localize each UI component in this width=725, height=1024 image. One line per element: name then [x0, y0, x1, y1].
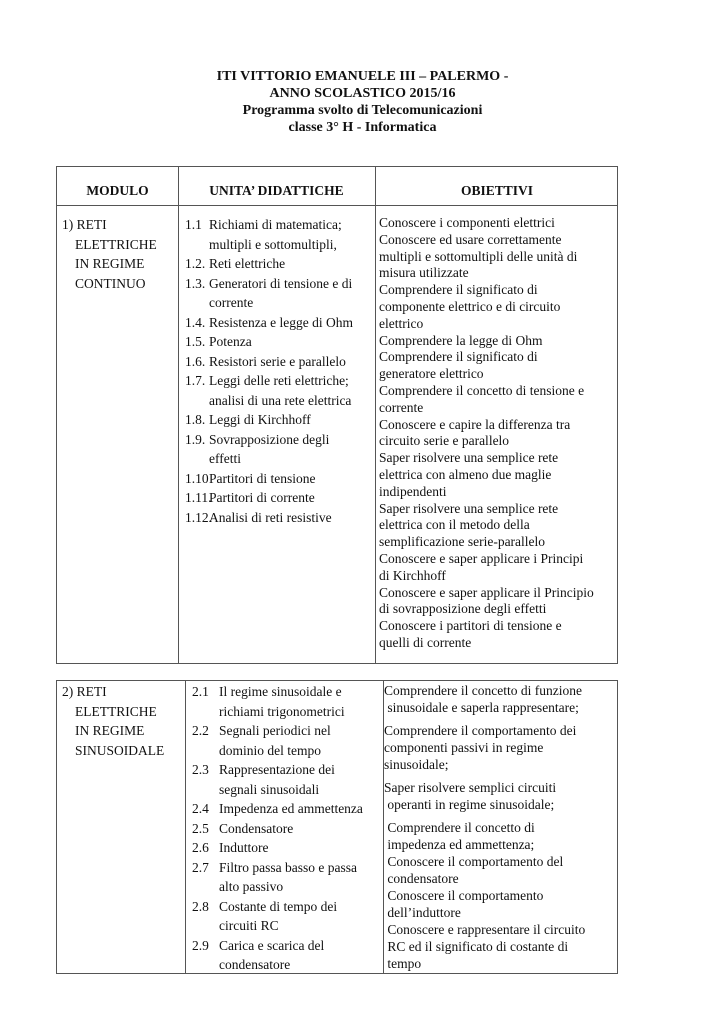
objective-line: elettrico	[379, 315, 424, 331]
objective-line: elettrica con il metodo della	[379, 517, 530, 533]
module-title-line: SINUSOIDALE	[75, 742, 165, 758]
objective-line: Saper risolvere semplici circuiti	[384, 780, 557, 795]
objective-line: componenti passivi in regime	[384, 740, 544, 755]
program-title: Programma svolto di Telecomunicazioni	[242, 103, 483, 118]
objective-line: sinusoidale;	[384, 757, 449, 772]
unit-text: Partitori di corrente	[209, 490, 315, 505]
unit-text: Leggi di Kirchhoff	[209, 412, 311, 427]
unit-text: Induttore	[219, 840, 269, 855]
unit-item	[192, 819, 382, 839]
objective-line: sinusoidale e saperla rappresentare;	[384, 700, 579, 715]
units-list	[185, 215, 373, 527]
objective-line: multipli e sottomultipli delle unità di	[379, 248, 578, 264]
unit-item	[185, 254, 373, 274]
unit-text-cont: segnali sinusoidali	[219, 781, 320, 797]
unit-number: 1.5.	[185, 334, 206, 349]
school-year: ANNO SCOLASTICO 2015/16	[269, 86, 456, 101]
objective-group	[384, 682, 619, 716]
module-title-line: ELETTRICHE	[75, 236, 157, 252]
header-obiettivi: OBIETTIVI	[460, 183, 534, 198]
unit-text: Analisi di reti resistive	[209, 509, 332, 525]
objective-line: Conoscere e saper applicare il Principio	[379, 584, 594, 600]
unit-text-cont: richiami trigonometrici	[219, 703, 345, 719]
unit-text: Partitori di tensione	[209, 470, 316, 486]
unit-text: Condensatore	[219, 820, 294, 836]
objective-line: Conoscere ed usare correttamente	[379, 231, 562, 247]
objective-line: Saper risolvere una semplice rete	[379, 500, 559, 516]
objectives-list	[384, 682, 619, 972]
objective-group	[384, 819, 619, 972]
unit-text: Il regime sinusoidale e	[219, 684, 342, 699]
objective-line: operanti in regime sinusoidale;	[384, 797, 555, 812]
unit-item	[192, 721, 382, 760]
unit-text: Sovrapposizione degli	[209, 431, 330, 447]
objective-line: dell’induttore	[384, 905, 461, 920]
unit-number: 2.8	[192, 898, 209, 914]
objective-line: quelli di corrente	[379, 634, 472, 650]
objective-line: elettrica con almeno due maglie	[379, 466, 552, 482]
objective-line: condensatore	[384, 871, 459, 886]
objective-line: RC ed il significato di costante di	[384, 939, 569, 954]
unit-item	[185, 313, 373, 333]
objective-line: Conoscere i componenti elettrici	[379, 215, 555, 230]
objective-line: semplificazione serie-parallelo	[379, 534, 546, 550]
unit-item	[192, 858, 382, 897]
header-unita: UNITA’ DIDATTICHE	[209, 183, 344, 198]
units-list	[192, 682, 382, 975]
objective-line: corrente	[379, 399, 424, 415]
objectives-list	[379, 215, 619, 652]
objective-line: misura utilizzate	[379, 265, 469, 281]
module-title	[57, 215, 178, 293]
unit-number: 1.11.	[185, 490, 212, 505]
unit-text: Filtro passa basso e passa	[219, 859, 357, 875]
objective-line: Comprendere il comportamento dei	[384, 723, 577, 738]
unit-item	[185, 488, 373, 508]
unit-item	[185, 371, 373, 410]
objective-line: Comprendere il concetto di	[384, 820, 535, 835]
unit-text-cont: dominio del tempo	[219, 742, 321, 758]
unit-number: 1.10	[185, 470, 209, 486]
unit-number: 1.8.	[185, 412, 206, 427]
objective-line: Conoscere e rappresentare il circuito	[384, 922, 586, 937]
objective-line: di Kirchhoff	[379, 567, 446, 583]
document-header	[0, 68, 725, 136]
unit-number: 2.3	[192, 762, 209, 777]
header-modulo: MODULO	[86, 183, 149, 198]
unit-number: 1.1	[185, 217, 202, 232]
module-title-line: 1) RETI	[62, 217, 107, 232]
module-title-line: IN REGIME	[75, 723, 145, 738]
unit-text: Resistenza e legge di Ohm	[209, 314, 353, 330]
unit-number: 2.1	[192, 684, 209, 699]
objective-line: di sovrapposizione degli effetti	[379, 601, 547, 617]
class-name: classe 3° H - Informatica	[288, 120, 437, 135]
unit-item	[192, 897, 382, 936]
school-name: ITI VITTORIO EMANUELE III – PALERMO -	[216, 69, 509, 84]
objective-line: tempo	[384, 956, 422, 971]
unit-text-cont: circuiti RC	[219, 918, 279, 933]
objective-line: Comprendere il concetto di tensione e	[379, 382, 585, 398]
objective-line: componente elettrico e di circuito	[379, 298, 561, 314]
objective-line: Saper risolvere una semplice rete	[379, 450, 559, 466]
module-title	[57, 682, 185, 760]
unit-text: Costante di tempo dei	[219, 898, 338, 914]
objective-line: Conoscere e saper applicare i Principi	[379, 550, 584, 566]
unit-text-cont: corrente	[209, 295, 254, 310]
unit-item	[192, 760, 382, 799]
objective-line: impedenza ed ammettenza;	[384, 837, 535, 852]
objective-group	[384, 722, 619, 773]
unit-item	[185, 508, 373, 528]
unit-text: Richiami di matematica;	[209, 217, 342, 232]
unit-number: 2.6	[192, 840, 209, 855]
unit-text: Rappresentazione dei	[219, 762, 335, 777]
unit-text-cont: condensatore	[219, 957, 291, 972]
unit-text: Impedenza ed ammettenza	[219, 801, 363, 816]
unit-text-cont: alto passivo	[219, 879, 284, 894]
unit-number: 1.6.	[185, 353, 206, 369]
unit-text: Carica e scarica del	[219, 937, 325, 953]
unit-item	[185, 274, 373, 313]
objective-line: generatore elettrico	[379, 366, 484, 382]
unit-item	[192, 682, 382, 721]
module-title-line: CONTINUO	[75, 275, 146, 291]
unit-number: 1.7.	[185, 373, 206, 388]
program-table-1	[56, 166, 618, 664]
unit-number: 1.12.	[185, 509, 212, 525]
unit-item	[185, 430, 373, 469]
module-title-line: 2) RETI	[62, 684, 107, 699]
objective-line: Conoscere il comportamento del	[384, 854, 564, 869]
unit-number: 2.4	[192, 801, 209, 816]
module-title-line: IN REGIME	[75, 256, 145, 271]
unit-item	[185, 352, 373, 372]
unit-text-cont: effetti	[209, 451, 241, 466]
objective-line: Conoscere i partitori di tensione e	[379, 618, 562, 634]
unit-item	[192, 936, 382, 975]
objective-line: Conoscere e capire la differenza tra	[379, 416, 571, 432]
unit-text-cont: multipli e sottomultipli,	[209, 236, 337, 252]
unit-number: 1.9.	[185, 431, 206, 447]
unit-number: 2.9	[192, 937, 209, 953]
unit-number: 2.5	[192, 820, 209, 836]
unit-item	[185, 469, 373, 489]
objective-line: Comprendere il significato di	[379, 349, 538, 365]
unit-number: 1.2.	[185, 256, 206, 271]
unit-number: 2.2	[192, 723, 209, 738]
unit-number: 1.4.	[185, 314, 206, 330]
unit-text-cont: analisi di una rete elettrica	[209, 392, 352, 408]
unit-item	[192, 799, 382, 819]
unit-text: Generatori di tensione e di	[209, 275, 353, 291]
unit-item	[185, 410, 373, 430]
objective-line: Comprendere il significato di	[379, 282, 538, 298]
unit-item	[185, 215, 373, 254]
objective-line: Conoscere il comportamento	[384, 888, 544, 903]
module-title-line: ELETTRICHE	[75, 703, 157, 719]
unit-item	[185, 332, 373, 352]
unit-item	[192, 838, 382, 858]
objective-line: circuito serie e parallelo	[379, 433, 510, 449]
unit-text: Reti elettriche	[209, 256, 286, 271]
unit-number: 1.3.	[185, 275, 206, 291]
objective-group	[384, 779, 619, 813]
unit-text: Leggi delle reti elettriche;	[209, 373, 349, 388]
objective-line: indipendenti	[379, 483, 447, 499]
unit-number: 2.7	[192, 859, 209, 875]
unit-text: Segnali periodici nel	[219, 723, 331, 738]
unit-text: Resistori serie e parallelo	[209, 353, 346, 369]
program-table-2	[56, 680, 618, 974]
unit-text: Potenza	[209, 334, 252, 349]
objective-line: Comprendere il concetto di funzione	[384, 683, 582, 698]
objective-line: Comprendere la legge di Ohm	[379, 332, 543, 348]
